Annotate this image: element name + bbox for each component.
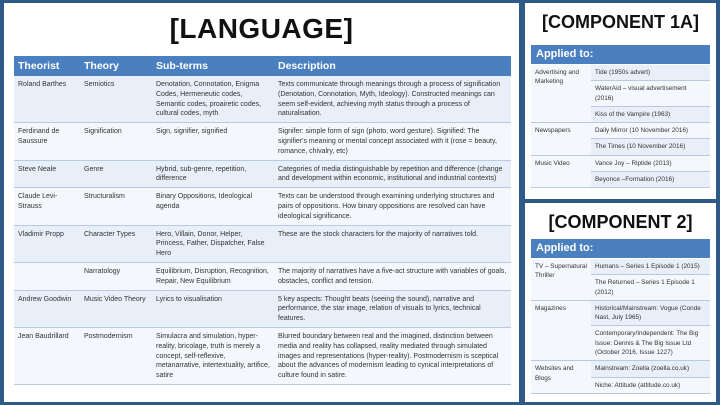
description-cell: Categories of media distinguishable by repetition and difference (change and development within economic, institutional and industrial contexts) [274,160,511,188]
header-description: Description [274,56,511,76]
subterms-cell: Equilibrium, Disruption, Recognition, Repair, New Equilibrium [152,262,274,290]
table-row [14,225,511,262]
table-row [14,290,511,327]
item-cell: Mainstream: Zoella (zoella.co.uk) [591,361,710,377]
subterms-cell: Hero, Villain, Donor, Helper, Princess, Father, Dispatcher, False Hero [152,225,274,262]
item-cell: Contemporary/Independent: The Big Issue: Dennis & The Big Issue Ltd (October 2016, Issue 1227) [591,326,710,361]
theorist-cell: Vladimir Propp [14,225,80,262]
description-cell: Signifer: simple form of sign (photo, word gesture). Signified: The signifier's meaning or mental concept associated with it (rose = beauty, romance, chivalry, etc) [274,123,511,160]
subterms-cell: Lyrics to visualisation [152,290,274,327]
item-cell: The Times (10 November 2016) [591,139,710,155]
item-cell: Kiss of the Vampire (1963) [591,106,710,122]
description-cell: 5 key aspects: Thought beats (seeing the sound), narrative and performance, the star image, relation of visuals to lyrics, technical features. [274,290,511,327]
component-2-panel [525,203,716,402]
item-cell: Vance Joy – Riptide (2013) [591,155,710,171]
component-1a-table [531,65,710,188]
item-cell: Daily Mirror (10 November 2016) [591,123,710,139]
theory-cell: Postmodernism [80,327,152,384]
component-2-table [531,259,710,394]
table-row [531,155,710,171]
subterms-cell: Binary Oppositions, Ideological agenda [152,188,274,225]
language-title: [LANGUAGE] [169,13,354,44]
component-1a-applied-header: Applied to: [531,45,710,64]
component-2-applied-header: Applied to: [531,239,710,258]
category-cell: Websites and Blogs [531,361,591,394]
theorist-cell [14,262,80,290]
component-1a-panel [525,3,716,199]
description-cell: Texts communicate through meanings through a process of signification (Denotation, Connotation, Myth, Ideology). Constructed meanings can seem self-evident, achieving myth status through a process of naturalisation. [274,76,511,123]
table-row [531,123,710,139]
subterms-cell: Hybrid, sub-genre, repetition, difference [152,160,274,188]
item-cell: Humans – Series 1 Episode 1 (2015) [591,259,710,275]
theory-cell: Genre [80,160,152,188]
component-1a-title: [COMPONENT 1A] [542,12,699,32]
table-row [531,259,710,275]
header-subterms: Sub-terms [152,56,274,76]
subterms-cell: Simulacra and simulation, hyper-reality, bricolage, truth is merely a concept, self-reflexive, metanarrative, intertextuality, artifice, satire [152,327,274,384]
description-cell: Texts can be understood through examining underlying structures and pairs of oppositions. How binary oppositions are resolved can have ideological significance. [274,188,511,225]
category-cell: Newspapers [531,123,591,156]
table-row [14,327,511,384]
description-cell: The majority of narratives have a five-act structure with variables of goals, obstacles, conflict and tension. [274,262,511,290]
component-2-title: [COMPONENT 2] [548,212,693,232]
item-cell: Beyonce –Formation (2016) [591,171,710,187]
theorist-cell: Claude Levi-Strauss [14,188,80,225]
theory-cell: Music Video Theory [80,290,152,327]
theory-cell: Signification [80,123,152,160]
item-cell: Niche: Attitude (attitude.co.uk) [591,377,710,393]
theory-cell: Semiotics [80,76,152,123]
table-row [531,300,710,326]
theory-cell: Structuralism [80,188,152,225]
theorist-cell: Jean Baudrillard [14,327,80,384]
subterms-cell: Denotation, Connotation, Enigma Codes, Hermeneutic codes, Semantic codes, proairetic codes, cultural codes, myth [152,76,274,123]
category-cell: Advertising and Marketing [531,65,591,123]
category-cell: Magazines [531,300,591,360]
theorist-cell: Steve Neale [14,160,80,188]
item-cell: Historical/Mainstream: Vogue (Conde Nast, July 1965) [591,300,710,326]
header-theorist: Theorist [14,56,80,76]
description-cell: Blurred boundary between real and the imagined, distinction between media and reality has collapsed, reality mediated through simulated images and representations (hyper-reality). Postmodernism is sceptical about the advances of modernism leading to cynical interpretations of culture found in satire. [274,327,511,384]
language-table-header [14,56,511,76]
table-row [14,123,511,160]
theorist-cell: Ferdinand de Saussure [14,123,80,160]
language-table [14,56,511,385]
header-theory: Theory [80,56,152,76]
item-cell: WaterAid – visual advertisement (2016) [591,81,710,107]
category-cell: Music Video [531,155,591,188]
theory-cell: Character Types [80,225,152,262]
category-cell: TV – Supernatural Thriller [531,259,591,300]
language-panel [4,3,519,402]
table-row [531,65,710,81]
theory-cell: Narratology [80,262,152,290]
table-row [14,188,511,225]
table-row [14,160,511,188]
description-cell: These are the stock characters for the majority of narratives told. [274,225,511,262]
subterms-cell: Sign, signifier, signified [152,123,274,160]
table-row [531,361,710,377]
theorist-cell: Roland Barthes [14,76,80,123]
table-row [14,262,511,290]
item-cell: Tide (1950s advert) [591,65,710,81]
theorist-cell: Andrew Goodwin [14,290,80,327]
item-cell: The Returned – Series 1 Episode 1 (2012) [591,275,710,301]
table-row [14,76,511,123]
